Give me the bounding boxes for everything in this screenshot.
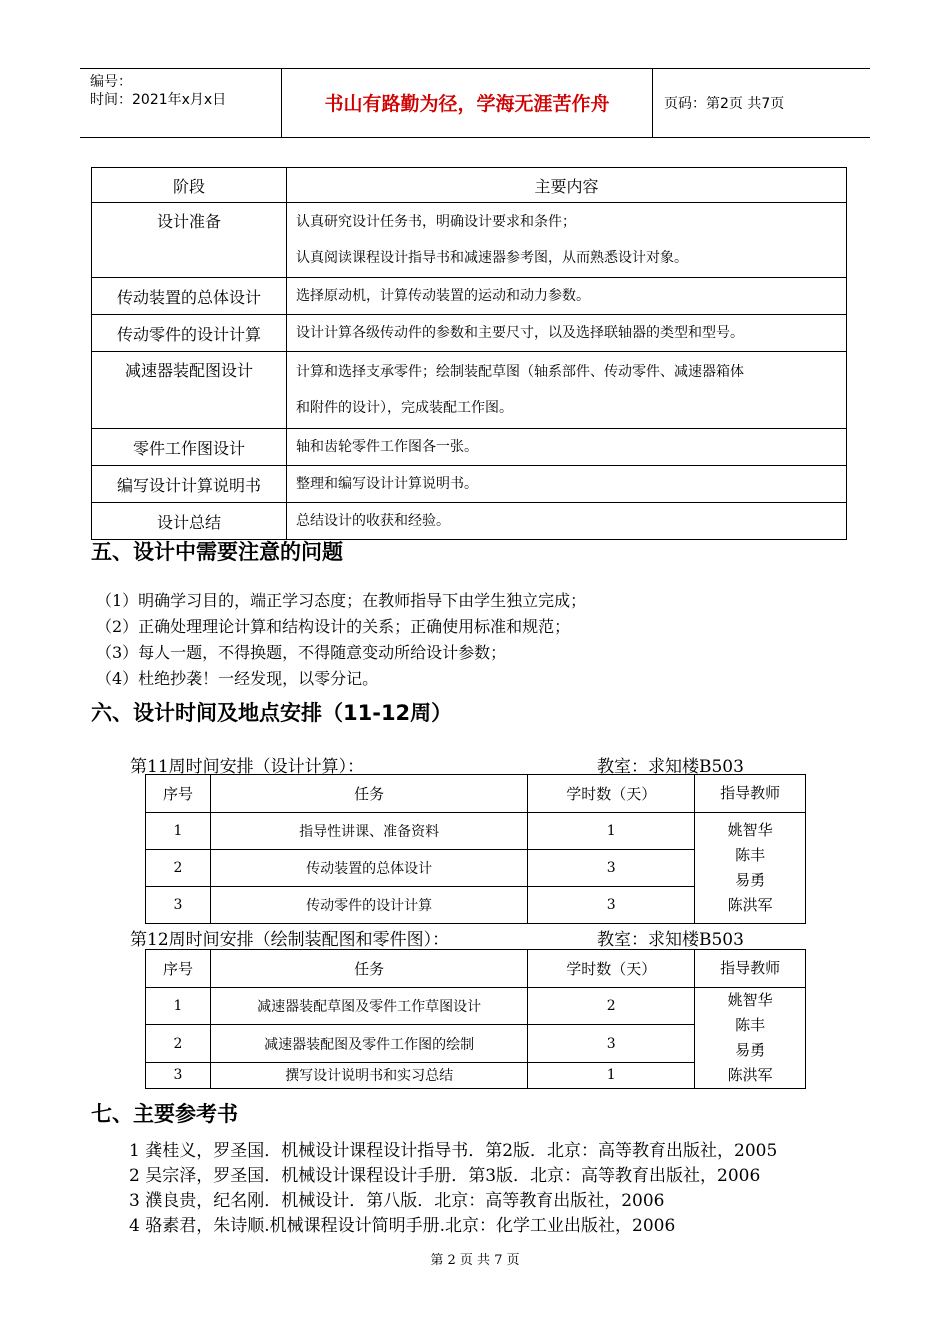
list-item: （1）明确学习目的，端正学习态度；在教师指导下由学生独立完成； <box>96 591 587 610</box>
days-cell: 3 <box>528 1025 695 1062</box>
page-footer: 第 2 页 共 7 页 <box>430 1253 520 1268</box>
row-number: 1 <box>146 988 211 1025</box>
table-row <box>146 988 806 1025</box>
content-line: 认真研究设计任务书，明确设计要求和条件； <box>296 214 576 230</box>
table-row <box>92 278 847 315</box>
teacher-name: 陈洪军 <box>727 1066 773 1084</box>
task-cell: 减速器装配草图及零件工作草图设计 <box>210 988 527 1025</box>
stage-cell: 传动零件的设计计算 <box>92 315 287 352</box>
stage-cell: 设计总结 <box>92 503 287 540</box>
content-line: 选择原动机，计算传动装置的运动和动力参数。 <box>296 288 590 304</box>
table-row <box>92 203 847 278</box>
content-line: 计算和选择支承零件；绘制装配草图（轴系部件、传动零件、减速器箱体 <box>296 364 744 380</box>
task-cell: 指导性讲课、准备资料 <box>210 813 527 850</box>
list-item: （2）正确处理理论计算和结构设计的关系；正确使用标准和规范； <box>96 617 571 636</box>
reference-item: 3 濮良贵，纪名刚．机械设计．第八版．北京：高等教育出版社，2006 <box>129 1191 665 1211</box>
section-heading: 六、设计时间及地点安排（11-12周） <box>91 701 453 725</box>
content-cell <box>287 203 847 278</box>
reference-item: 2 吴宗泽，罗圣国．机械设计课程设计手册．第3版．北京：高等教育出版社，2006 <box>129 1166 761 1186</box>
days-cell: 1 <box>528 813 695 850</box>
stage-cell: 零件工作图设计 <box>92 429 287 466</box>
table-row <box>92 315 847 352</box>
content-line: 和附件的设计），完成装配工作图。 <box>296 400 513 416</box>
room-label: 教室：求知楼B503 <box>597 930 744 950</box>
week12-schedule-table <box>145 949 806 1089</box>
doc-time-label: 时间：2021年x月x日 <box>90 92 227 108</box>
content-cell <box>287 503 847 540</box>
week11-schedule-table <box>145 774 806 924</box>
row-number: 1 <box>146 813 211 850</box>
table-row <box>92 429 847 466</box>
task-cell: 传动装置的总体设计 <box>210 850 527 887</box>
column-header: 序号 <box>146 950 211 988</box>
header-meta <box>90 73 226 109</box>
content-cell <box>287 315 847 352</box>
content-cell <box>287 466 847 503</box>
row-number: 3 <box>146 887 211 924</box>
header-motto: 书山有路勤为径，学海无涯苦作舟 <box>324 93 610 115</box>
row-number: 2 <box>146 1025 211 1062</box>
column-header: 指导教师 <box>695 775 806 813</box>
table-header-row <box>146 775 806 813</box>
table-row <box>92 466 847 503</box>
content-cell <box>287 352 847 429</box>
section-heading: 七、主要参考书 <box>91 1102 238 1126</box>
content-cell <box>287 429 847 466</box>
doc-number-label: 编号： <box>90 74 132 90</box>
row-number: 3 <box>146 1062 211 1088</box>
days-cell: 1 <box>528 1062 695 1088</box>
design-stage-table <box>91 167 847 540</box>
teacher-name: 易勇 <box>735 871 766 889</box>
header-divider <box>652 69 653 137</box>
task-cell: 减速器装配图及零件工作图的绘制 <box>210 1025 527 1062</box>
reference-list <box>129 1139 777 1239</box>
column-header: 学时数（天） <box>528 950 695 988</box>
stage-cell: 编写设计计算说明书 <box>92 466 287 503</box>
content-line: 认真阅读课程设计指导书和减速器参考图，从而熟悉设计对象。 <box>296 250 688 266</box>
content-line: 设计计算各级传动件的参数和主要尺寸，以及选择联轴器的类型和型号。 <box>296 325 744 341</box>
table-row <box>92 503 847 540</box>
column-header: 学时数（天） <box>528 775 695 813</box>
reference-item: 4 骆素君，朱诗顺.机械课程设计简明手册.北京：化学工业出版社，2006 <box>129 1216 676 1236</box>
week-label: 第12周时间安排（绘制装配图和零件图）： <box>130 930 450 950</box>
list-item: （3）每人一题，不得换题，不得随意变动所给设计参数； <box>96 643 507 662</box>
row-number: 2 <box>146 850 211 887</box>
content-line: 总结设计的收获和经验。 <box>296 513 450 529</box>
table-row <box>146 813 806 850</box>
task-cell: 传动零件的设计计算 <box>210 887 527 924</box>
column-header: 主要内容 <box>287 168 847 203</box>
column-header: 阶段 <box>92 168 287 203</box>
table-header-row <box>146 950 806 988</box>
stage-cell: 设计准备 <box>92 203 287 278</box>
header-page-number: 页码：第2页 共7页 <box>664 96 785 112</box>
column-header: 任务 <box>210 950 527 988</box>
teacher-name: 陈丰 <box>735 1016 766 1034</box>
week-label: 第11周时间安排（设计计算）： <box>130 757 365 777</box>
teacher-name: 易勇 <box>735 1041 766 1059</box>
teacher-name: 姚智华 <box>727 991 773 1009</box>
reference-item: 1 龚桂义，罗圣国．机械设计课程设计指导书．第2版．北京：高等教育出版社，2005 <box>129 1141 778 1161</box>
notice-list <box>96 588 586 692</box>
task-cell: 撰写设计说明书和实习总结 <box>210 1062 527 1088</box>
teacher-cell <box>695 813 806 924</box>
page-header <box>80 68 870 138</box>
column-header: 指导教师 <box>695 950 806 988</box>
teacher-name: 陈丰 <box>735 846 766 864</box>
days-cell: 3 <box>528 887 695 924</box>
days-cell: 3 <box>528 850 695 887</box>
table-row <box>92 352 847 429</box>
stage-cell: 减速器装配图设计 <box>92 352 287 429</box>
teacher-name: 陈洪军 <box>727 896 773 914</box>
column-header: 任务 <box>210 775 527 813</box>
content-cell <box>287 278 847 315</box>
days-cell: 2 <box>528 988 695 1025</box>
content-line: 整理和编写设计计算说明书。 <box>296 476 478 492</box>
column-header: 序号 <box>146 775 211 813</box>
teacher-cell <box>695 988 806 1089</box>
content-line: 轴和齿轮零件工作图各一张。 <box>296 439 478 455</box>
stage-cell: 传动装置的总体设计 <box>92 278 287 315</box>
teacher-name: 姚智华 <box>727 821 773 839</box>
list-item: （4）杜绝抄袭！一经发现，以零分记。 <box>96 669 379 688</box>
table-header-row <box>92 168 847 203</box>
room-label: 教室：求知楼B503 <box>597 757 744 777</box>
section-heading: 五、设计中需要注意的问题 <box>91 540 343 564</box>
